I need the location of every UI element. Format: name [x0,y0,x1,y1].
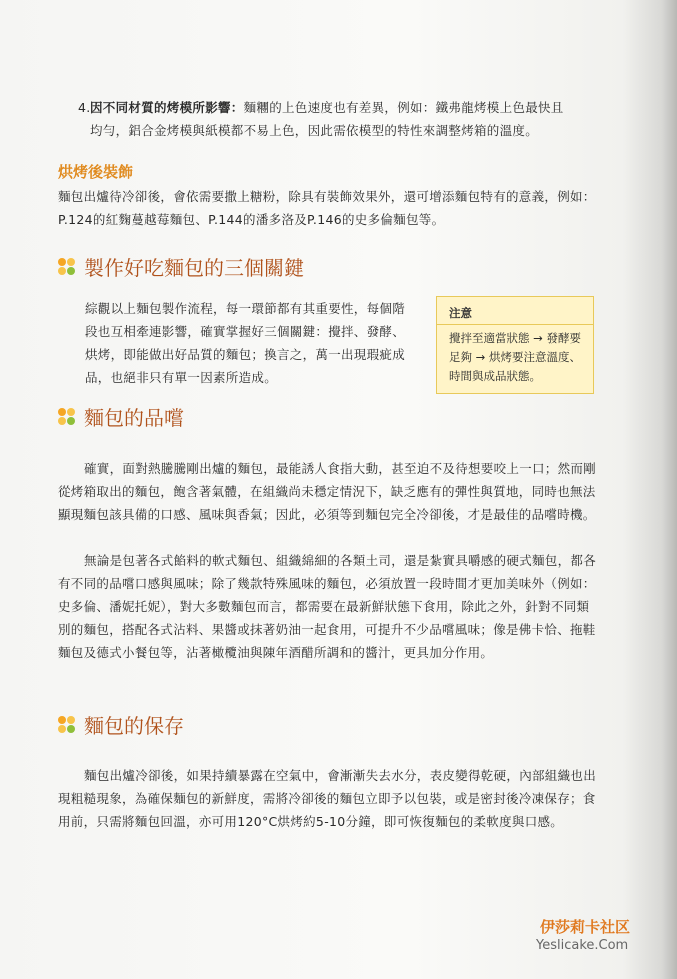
dots-bullet-icon [58,258,76,276]
item-lead: 因不同材質的烤模所影響： [90,100,244,115]
section-keys-header [58,252,304,281]
item-text-1: 麵糰的上色速度也有差異，例如：鐵弗龍烤模上色最快且 [243,100,564,115]
section-storage-title: 麵包的保存 [84,714,184,738]
section-tasting-header [58,402,184,431]
watermark-title: 伊莎莉卡社区 [540,918,631,936]
item-number: 4. [78,100,91,115]
section-tasting-title: 麵包的品嚐 [84,406,184,430]
note-title: 注意 [449,306,472,320]
section-keys-text: 綜觀以上麵包製作流程，每一環節都有其重要性，每個階段也互相牽連影響，確實掌握好三個關鍵：攪拌、發酵、烘烤，即能做出好品質的麵包；換言之，萬一出現瑕疵成品，也絕非只有單一因素所造成。 [85,301,406,385]
tasting-paragraph-2: 無論是包著各式餡料的軟式麵包、組織綿細的各類土司，還是紮實具嚼感的硬式麵包，都各有不同的品嚐口感與風味；除了幾款特殊風味的麵包，必須放置一段時間才更加美味外（例如：史多倫、潘妮托妮），對大多數麵包而言，都需要在最新鮮狀態下食用，除此之外，針對不同類別的麵包，搭配各式沾料、果醬或抹著奶油一起食用，可提升不少品嚐風味；像是佛卡恰、拖鞋麵包及德式小餐包等，沾著橄欖油與陳年酒醋所調和的醬汁，更具加分作用。 [58,553,597,660]
item-4-paragraph [78,96,598,142]
watermark-url: Yeslicake.Com [536,938,629,953]
decoration-text: 麵包出爐待冷卻後，會依需要撒上糖粉，除具有裝飾效果外，還可增添麵包特有的意義，例如：P.124的紅麴蔓越莓麵包、P.144的潘多洛及P.146的史多倫麵包等。 [58,189,596,227]
note-box [436,296,594,394]
dots-bullet-icon [58,716,76,734]
storage-text: 麵包出爐冷卻後，如果持續暴露在空氣中，會漸漸失去水分，表皮變得乾硬，內部組織也出現粗糙現象，為確保麵包的新鮮度，需將冷卻後的麵包立即予以包裝，或是密封後冷凍保存；食用前，只需將麵包回溫，亦可用120°C烘烤約5-10分鐘，即可恢復麵包的柔軟度與口感。 [58,768,597,829]
decoration-heading: 烘烤後裝飾 [58,163,134,181]
section-storage-header [58,710,184,739]
note-divider [437,324,593,325]
book-spine [662,0,677,979]
note-body: 攪拌至適當狀態 → 發酵要足夠 → 烘烤要注意溫度、時間與成品狀態。 [449,331,581,383]
tasting-paragraph-1: 確實，面對熱騰騰剛出爐的麵包，最能誘人食指大動，甚至迫不及待想要咬上一口；然而剛從烤箱取出的麵包，飽含著氣體，在組織尚未穩定情況下，缺乏應有的彈性與質地，同時也無法顯現麵包該具備的口感、風味與香氣；因此，必須等到麵包完全冷卻後，才是最佳的品嚐時機。 [58,461,597,522]
section-keys-title: 製作好吃麵包的三個關鍵 [84,256,304,280]
dots-bullet-icon [58,408,76,426]
item-text-2: 均勻，鋁合金烤模與紙模都不易上色，因此需依模型的特性來調整烤箱的溫度。 [90,123,539,138]
